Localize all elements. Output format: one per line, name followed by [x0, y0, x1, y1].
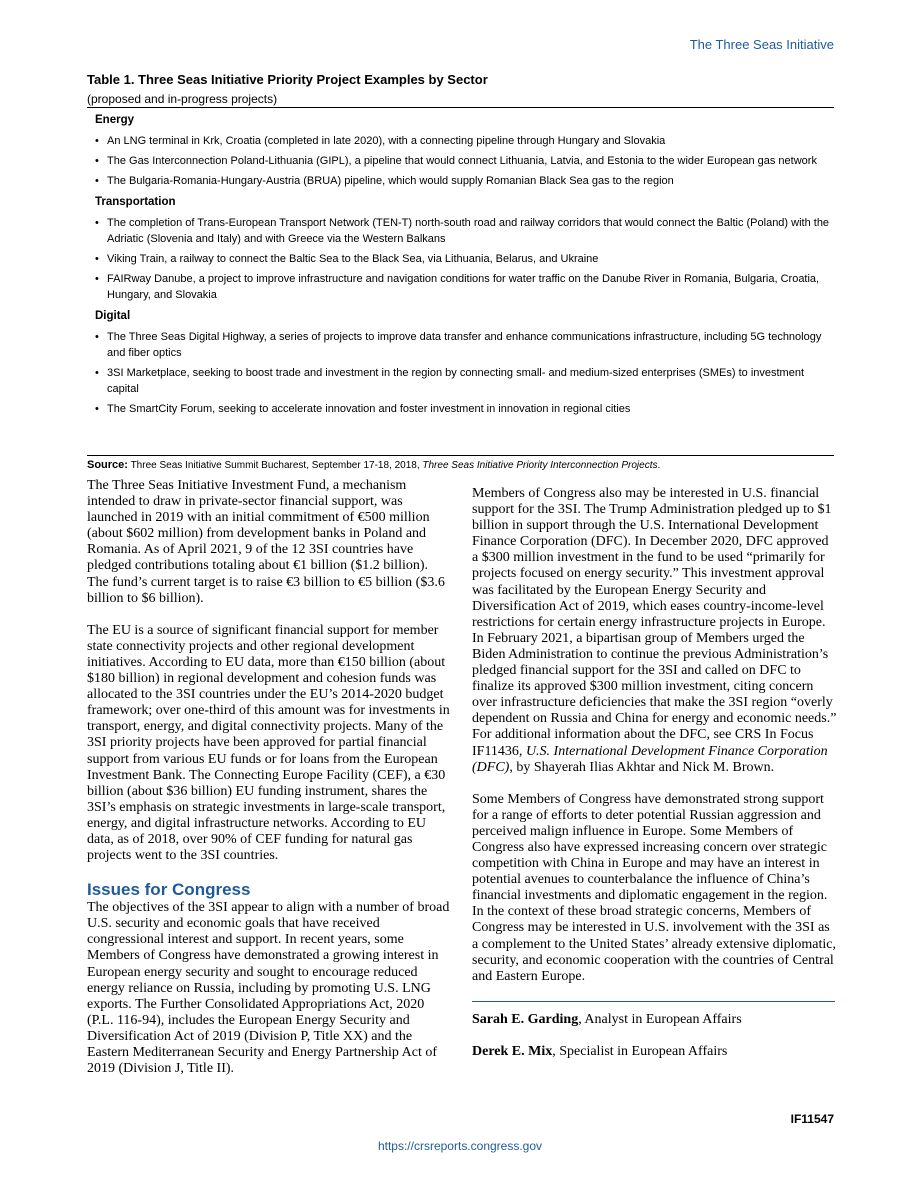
sector-energy [95, 112, 830, 189]
sector-heading: Transportation [95, 196, 176, 208]
table-source: Source: Three Seas Initiative Summit Bucharest, September 17-18, 2018, Three Seas Initiative Priority Interconnection Projects. [87, 459, 661, 471]
bullet-icon: • [95, 217, 99, 229]
bullet-icon: • [95, 155, 99, 167]
table-body [95, 112, 830, 421]
bullet-icon: • [95, 331, 99, 343]
bullet-icon: • [95, 273, 99, 285]
table-title: Table 1. Three Seas Initiative Priority Project Examples by Sector [87, 72, 488, 87]
sector-transportation [95, 194, 830, 303]
sector-digital [95, 308, 830, 417]
sector-heading: Energy [95, 114, 134, 126]
author-rule [472, 1001, 835, 1002]
paragraph: The objectives of the 3SI appear to align with a number of broad U.S. security and economic goals that have received congressional interest and support. In recent years, some Members of Congress have demonstrated a growing interest in European energy security and sought to encourage reduced energy reliance on Russia, including by promoting U.S. LNG exports. The Further Consolidated Appropriations Act, 2020 (P.L. 116-94), includes the European Energy Security and Diversification Act of 2019 (Division P, Title XX) and the Eastern Mediterranean Security and Energy Partnership Act of 2019 (Division J, Title II). [87, 900, 450, 1077]
author: Derek E. Mix, Specialist in European Affairs [472, 1043, 728, 1059]
table-subtitle: (proposed and in-progress projects) [87, 92, 278, 106]
table-bottom-rule [87, 455, 834, 456]
source-title: Three Seas Initiative Priority Interconnection Projects [422, 460, 658, 471]
paragraph: The Three Seas Initiative Investment Fund, a mechanism intended to draw in private-sector financial support, was launched in 2019 with an initial commitment of €500 million (about $602 million) from development banks in Poland and Romania. As of April 2021, 9 of the 12 3SI countries have pledged contributions totaling about €1 billion ($1.2 billion). The fund’s current target is to raise €3 billion to €5 billion ($3.6 billion to $6 billion). [87, 478, 445, 606]
report-code: IF11547 [790, 1112, 834, 1126]
header-brand: The Three Seas Initiative [689, 37, 834, 52]
left-column [87, 478, 452, 1093]
report-title: U.S. International Development Finance Corporation (DFC) [472, 743, 828, 775]
sector-heading: Digital [95, 310, 131, 322]
author: Sarah E. Garding, Analyst in European Affairs [472, 1011, 742, 1027]
source-label: Source: [87, 459, 128, 471]
list-item: • FAIRway Danube, a project to improve infrastructure and navigation conditions for water traffic on the Danube River in Romania, Bulgaria, Croatia, Hungary, and Slovakia [95, 273, 820, 301]
bullet-icon: • [95, 367, 99, 379]
paragraph: The EU is a source of significant financial support for member state connectivity projects and other regional development initiatives. According to EU data, more than €150 billion (about $180 billion) in regional development and cohesion funds was allocated to the 3SI countries under the EU’s 2014-2020 budget framework; over one-third of this amount was for investments in transport, energy, and digital connectivity projects. Many of the 3SI priority projects have been approved for partial financial support from various EU funds or for loans from the European Investment Bank. The Connecting Europe Facility (CEF), a €30 billion (about $36 billion) EU funding instrument, shares the 3SI’s emphasis on strategic investments in large-scale transport, energy, and digital infrastructure networks. According to EU data, as of 2018, over 90% of CEF funding for natural gas projects went to the 3SI countries. [87, 622, 450, 864]
paragraph: Some Members of Congress have demonstrated strong support for a range of efforts to deter potential Russian aggression and perceived malign influence in Europe. Some Members of Congress also have expressed increasing concern over strategic competition with China in Europe and may have an interest in potential avenues to counterbalance the influence of China’s financial investments and diplomatic engagement in the region. In the context of these broad strategic concerns, Members of Congress may be interested in U.S. involvement with the 3SI as a complement to the United States’ already extensive diplomatic, security, and economic cooperation with the countries of Central and Eastern Europe. [472, 791, 837, 984]
list-item: • The Three Seas Digital Highway, a series of projects to improve data transfer and enhance communications infrastructure, including 5G technology and fiber optics [95, 331, 822, 359]
list-item: • The completion of Trans-European Transport Network (TEN-T) north-south road and railway corridors that would connect the Baltic (Poland) with the Adriatic (Slovenia and Italy) and with Greece via the Western Balkans [95, 217, 830, 245]
list-item: • An LNG terminal in Krk, Croatia (completed in late 2020), with a connecting pipeline through Hungary and Slovakia [95, 135, 666, 147]
list-item: • The Bulgaria-Romania-Hungary-Austria (BRUA) pipeline, which would supply Romanian Black Sea gas to the region [95, 175, 674, 187]
bullet-icon: • [95, 253, 99, 265]
table-top-rule [87, 107, 834, 108]
author-name: Derek E. Mix [472, 1043, 553, 1059]
list-item: • The Gas Interconnection Poland-Lithuania (GIPL), a pipeline that would connect Lithuania, Latvia, and Estonia to the wider European gas network [95, 155, 817, 167]
author-name: Sarah E. Garding [472, 1011, 579, 1027]
section-heading: Issues for Congress [87, 880, 251, 900]
bullet-icon: • [95, 135, 99, 147]
list-item: • 3SI Marketplace, seeking to boost trade and investment in the region by connecting small- and medium-sized enterprises (SMEs) to investment capital [95, 367, 805, 395]
bullet-icon: • [95, 175, 99, 187]
list-item: • Viking Train, a railway to connect the Baltic Sea to the Black Sea, via Lithuania, Belarus, and Ukraine [95, 253, 599, 265]
paragraph: Members of Congress also may be interested in U.S. financial support for the 3SI. The Trump Administration pledged up to $1 billion in support through the U.S. International Development Finance Corporation (DFC). In December 2020, DFC approved a $300 million investment in the fund to be used “primarily for projects focused on energy security.” This investment approval was facilitated by the European Energy Security and Diversification Act of 2019, which eases country-income-level restrictions for certain energy infrastructure projects in Europe. In February 2021, a bipartisan group of Members urged the Biden Administration to continue the previous Administration’s pledged financial support for the 3SI and called on DFC to finalize its approved $300 million investment, citing concern over infrastructure deficiencies that make the 3SI region “overly dependent on Russia and China for energy and economic needs.” For additional information about the DFC, see CRS In Focus IF11436, U.S. International Development Finance Corporation (DFC), by Shayerah Ilias Akhtar and Nick M. Brown. [472, 486, 837, 775]
list-item: • The SmartCity Forum, seeking to accelerate innovation and foster investment in innovation in regional cities [95, 403, 631, 415]
bullet-icon: • [95, 403, 99, 415]
right-column [472, 486, 837, 1076]
footer-link[interactable]: https://crsreports.congress.gov [377, 1139, 543, 1153]
